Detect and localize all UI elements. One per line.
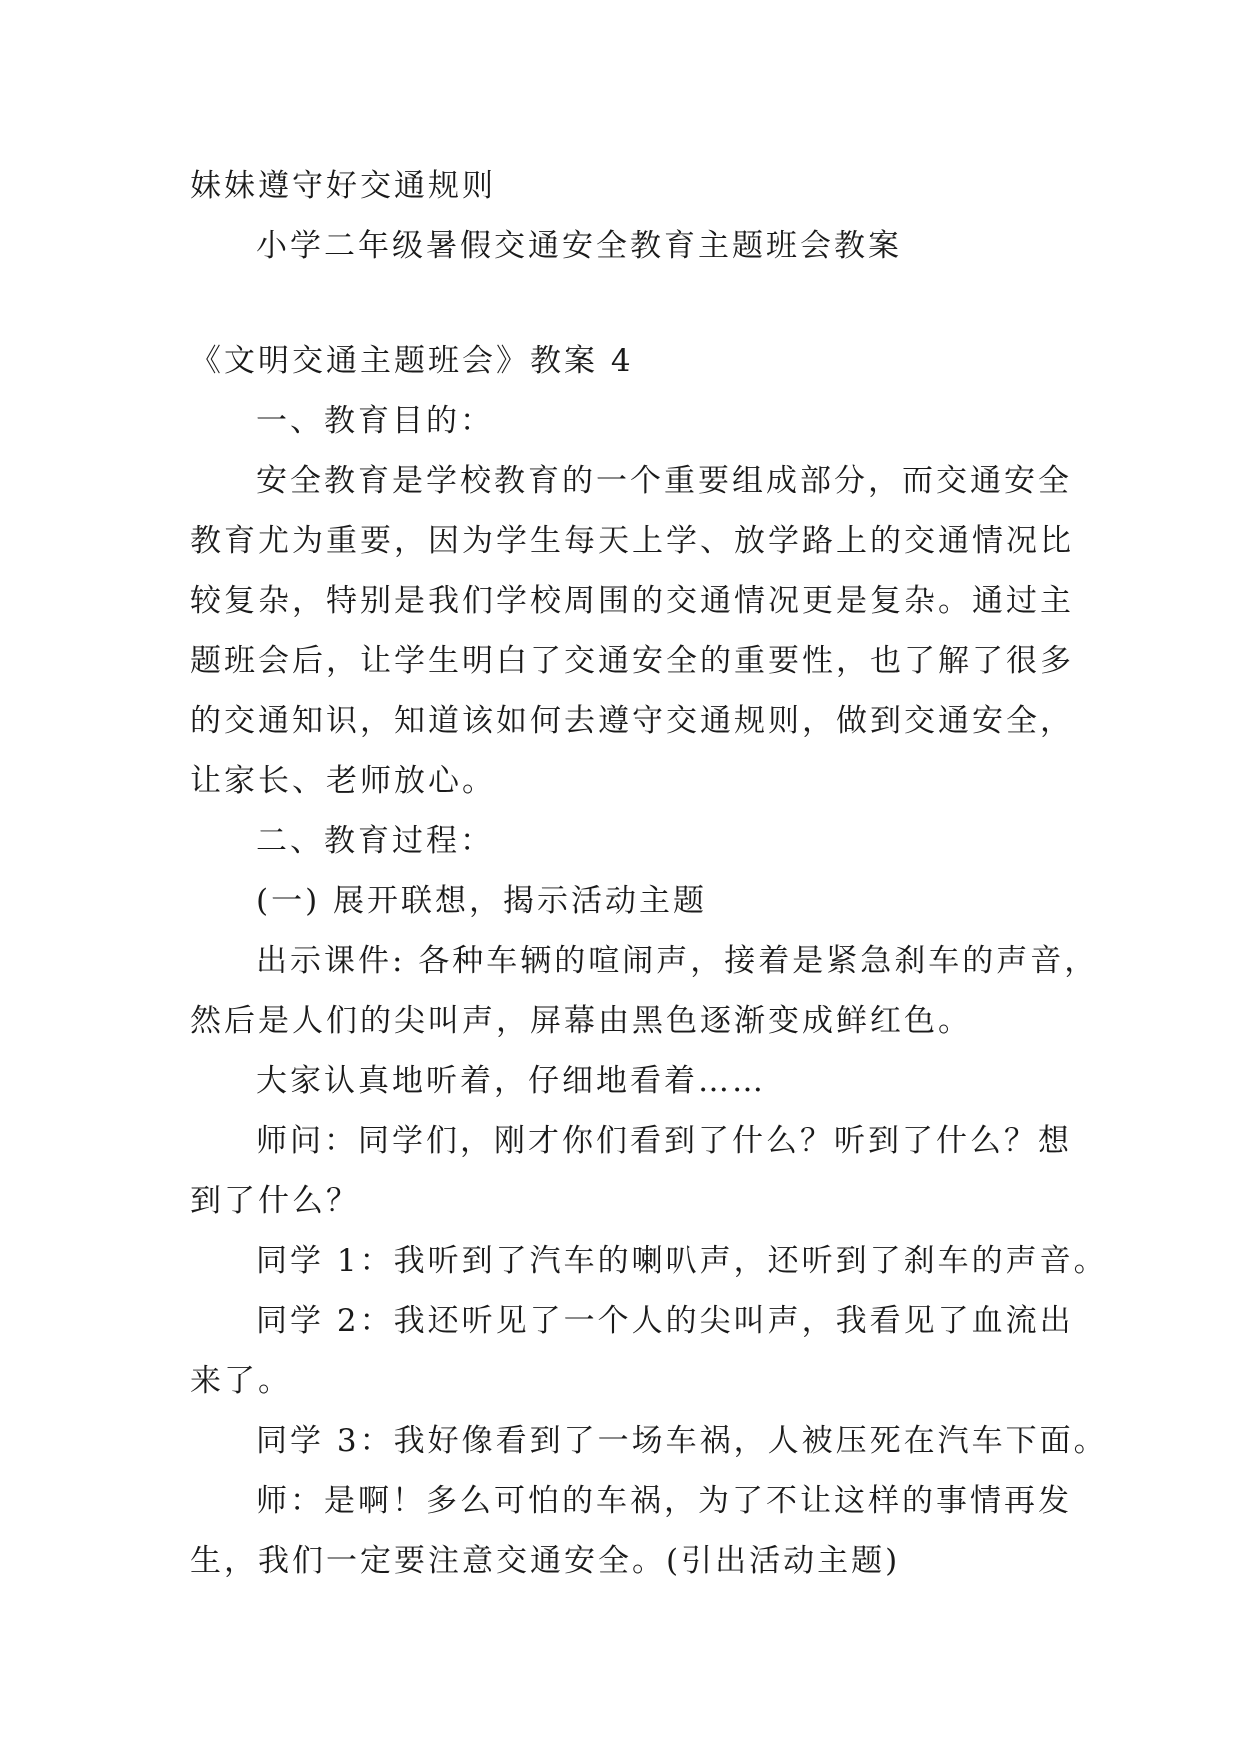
text-line: 的交通知识，知道该如何去遵守交通规则，做到交通安全，: [190, 703, 1074, 739]
text-line: 安全教育是学校教育的一个重要组成部分，而交通安全: [256, 463, 1072, 499]
text-line: 出示课件: 各种车辆的喧闹声，接着是紧急刹车的声音，: [256, 943, 1099, 979]
text-line: 到了什么？: [190, 1183, 360, 1219]
text-line: 然后是人们的尖叫声，屏幕由黑色逐渐变成鲜红色。: [190, 1003, 972, 1039]
text-line: 小学二年级暑假交通安全教育主题班会教案: [256, 228, 902, 264]
text-line: (一) 展开联想，揭示活动主题: [256, 883, 708, 919]
text-line: 同学 2：我还听见了一个人的尖叫声，我看见了血流出: [256, 1303, 1074, 1339]
text-line: 妹妹遵守好交通规则: [190, 168, 496, 204]
text-line: 生，我们一定要注意交通安全。(引出活动主题): [190, 1543, 901, 1579]
text-line: 二、教育过程：: [256, 823, 494, 859]
text-line: 一、教育目的：: [256, 403, 494, 439]
text-line: 题班会后，让学生明白了交通安全的重要性，也了解了很多: [190, 643, 1074, 679]
text-line: 来了。: [190, 1363, 292, 1399]
text-line: 师问：同学们，刚才你们看到了什么？听到了什么？想: [256, 1123, 1072, 1159]
text-line: 让家长、老师放心。: [190, 763, 496, 799]
text-line: 较复杂，特别是我们学校周围的交通情况更是复杂。通过主: [190, 583, 1074, 619]
section-heading: 《文明交通主题班会》教案 4: [190, 343, 634, 379]
text-line: 同学 3：我好像看到了一场车祸，人被压死在汽车下面。: [256, 1423, 1108, 1459]
text-line: 师：是啊！多么可怕的车祸，为了不让这样的事情再发: [256, 1483, 1072, 1519]
text-line: 同学 1：我听到了汽车的喇叭声，还听到了刹车的声音。: [256, 1243, 1108, 1279]
text-line: 教育尤为重要，因为学生每天上学、放学路上的交通情况比: [190, 523, 1074, 559]
text-line: 大家认真地听着，仔细地看着……: [256, 1063, 766, 1099]
